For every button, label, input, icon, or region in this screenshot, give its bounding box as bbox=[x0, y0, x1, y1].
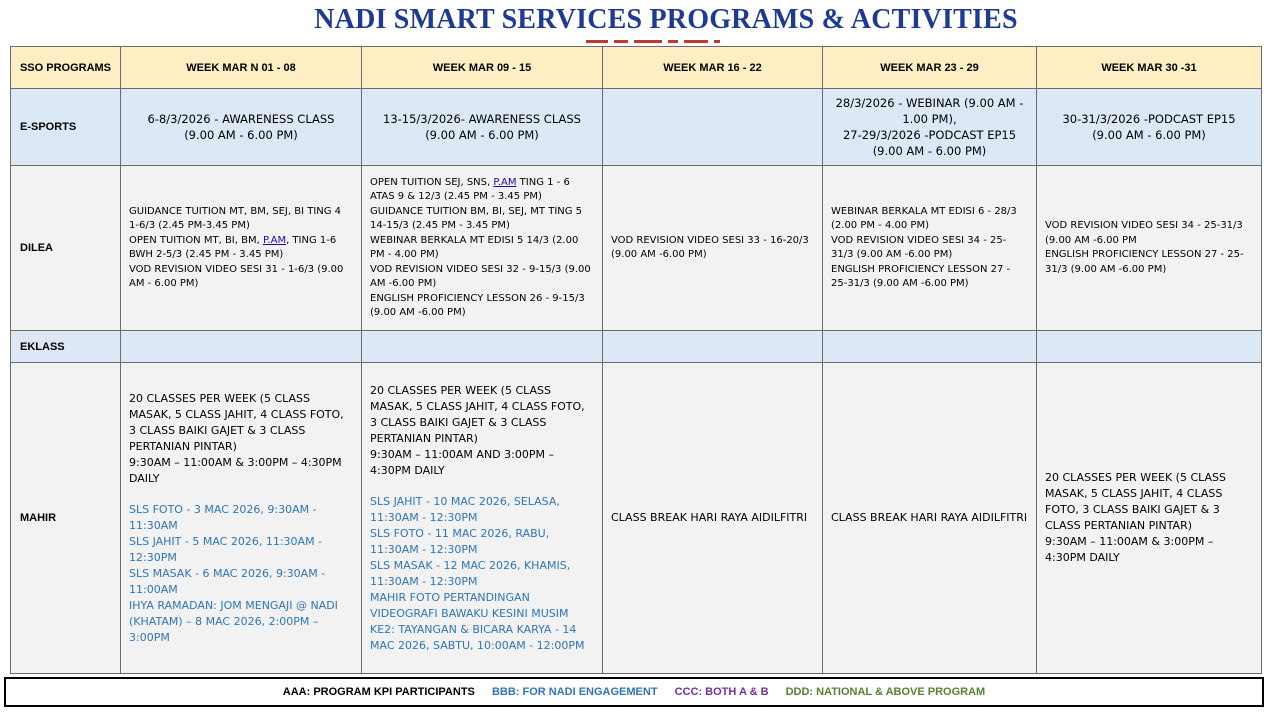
mahir-week-1-item-4: IHYA RAMADAN: JOM MENGAJI @ NADI (KHATAM) – 8 MAC 2026, 2:00PM – 3:00PM bbox=[129, 598, 338, 644]
esports-week-4 bbox=[823, 89, 1037, 166]
mahir-week-1-item-2: SLS JAHIT - 5 MAC 2026, 11:30AM - 12:30PM bbox=[129, 534, 323, 564]
esports-week-5: 30-31/3/2026 -PODCAST EP15 (9.00 AM - 6.00 PM) bbox=[1037, 89, 1262, 166]
dilea-week-4-line-3: ENGLISH PROFICIENCY LESSON 27 - 25-31/3 (9.00 AM -6.00 PM) bbox=[831, 263, 1011, 289]
esports-week-2: 13-15/3/2026- AWARENESS CLASS (9.00 AM - 6.00 PM) bbox=[362, 89, 603, 166]
dilea-week-4-line-2: VOD REVISION VIDEO SESI 34 - 25-31/3 (9.00 AM -6.00 PM) bbox=[831, 234, 1007, 260]
dilea-week-3: VOD REVISION VIDEO SESI 33 - 16-20/3 (9.00 AM -6.00 PM) bbox=[603, 166, 823, 331]
dilea-week-1-line-2-b: , TING 1-6 BWH 2-5/3 (2.45 PM - 3.45 PM) bbox=[129, 234, 337, 260]
eklass-week-2 bbox=[362, 331, 603, 363]
mahir-week-5-summary: 20 CLASSES PER WEEK (5 CLASS MASAK, 5 CLASS JAHIT, 4 CLASS FOTO, 3 CLASS BAIKI GAJET & 3 CLASS PERTANIAN PINTAR) bbox=[1045, 471, 1227, 532]
dilea-week-2-line-5: ENGLISH PROFICIENCY LESSON 26 - 9-15/3 (9.00 AM -6.00 PM) bbox=[370, 292, 585, 318]
page-title: NADI SMART SERVICES PROGRAMS & ACTIVITIES bbox=[314, 4, 1018, 35]
mahir-week-2-time: 9:30AM – 11:00AM AND 3:00PM – 4:30PM DAILY bbox=[370, 447, 554, 477]
mahir-week-2-item-2: SLS FOTO - 11 MAC 2026, RABU, 11:30AM - 12:30PM bbox=[370, 526, 550, 556]
pam-link[interactable]: P.AM bbox=[493, 176, 517, 188]
mahir-week-5 bbox=[1037, 363, 1262, 674]
mahir-week-2-item-4: MAHIR FOTO PERTANDINGAN VIDEOGRAFI BAWAKU KESINI MUSIM KE2: TAYANGAN & BICARA KARYA - 14 MAC 2026, SABTU, 10:00AM - 12:00PM bbox=[370, 590, 585, 652]
dilea-week-5-line-1: VOD REVISION VIDEO SESI 34 - 25-31/3 (9.00 AM -6.00 PM bbox=[1045, 220, 1243, 246]
mahir-week-4: CLASS BREAK HARI RAYA AIDILFITRI bbox=[823, 363, 1037, 674]
legend-ddd: DDD: NATIONAL & ABOVE PROGRAM bbox=[785, 686, 986, 698]
legend-bar bbox=[4, 677, 1264, 707]
eklass-week-4 bbox=[823, 331, 1037, 363]
dilea-week-1-line-1: GUIDANCE TUITION MT, BM, SEJ, BI TING 4 1-6/3 (2.45 PM-3.45 PM) bbox=[129, 205, 342, 231]
eklass-week-3 bbox=[603, 331, 823, 363]
dilea-week-1-line-2 bbox=[129, 234, 353, 263]
esports-week-4-line-2: 27-29/3/2026 -PODCAST EP15 (9.00 AM - 6.00 PM) bbox=[842, 128, 1017, 158]
mahir-week-2-summary: 20 CLASSES PER WEEK (5 CLASS MASAK, 5 CLASS JAHIT, 4 CLASS FOTO, 3 CLASS BAIKI GAJET & 3 CLASS PERTANIAN PINTAR) bbox=[370, 383, 585, 445]
dilea-week-2-line-4: VOD REVISION VIDEO SESI 32 - 9-15/3 (9.00 AM -6.00 PM) bbox=[370, 263, 591, 289]
eklass-week-1 bbox=[121, 331, 362, 363]
row-eklass bbox=[11, 331, 1262, 363]
mahir-week-3: CLASS BREAK HARI RAYA AIDILFITRI bbox=[603, 363, 823, 674]
header-row bbox=[11, 47, 1262, 89]
mahir-week-1 bbox=[121, 363, 362, 674]
eklass-week-5 bbox=[1037, 331, 1262, 363]
dilea-week-5 bbox=[1037, 166, 1262, 331]
mahir-week-2 bbox=[362, 363, 603, 674]
legend-bbb: BBB: FOR NADI ENGAGEMENT bbox=[491, 686, 658, 698]
dilea-week-1 bbox=[121, 166, 362, 331]
header-week-5: WEEK MAR 30 -31 bbox=[1037, 47, 1262, 89]
mahir-week-1-item-3: SLS MASAK - 6 MAC 2026, 9:30AM - 11:00AM bbox=[129, 566, 326, 596]
title-underline-decoration bbox=[586, 40, 746, 45]
program-label-mahir: MAHIR bbox=[11, 363, 121, 674]
header-week-1: WEEK MAR N 01 - 08 bbox=[121, 47, 362, 89]
mahir-week-1-item-1: SLS FOTO - 3 MAC 2026, 9:30AM - 11:30AM bbox=[129, 502, 317, 532]
header-week-2: WEEK MAR 09 - 15 bbox=[362, 47, 603, 89]
mahir-week-2-item-3: SLS MASAK - 12 MAC 2026, KHAMIS, 11:30AM - 12:30PM bbox=[370, 558, 571, 588]
dilea-week-2-line-1-b: TING 1 - 6 ATAS 9 & 12/3 (2.45 PM - 3.45 PM) bbox=[370, 176, 570, 202]
dilea-week-4 bbox=[823, 166, 1037, 331]
mahir-week-5-time: 9:30AM – 11:00AM & 3:00PM – 4:30PM DAILY bbox=[1045, 535, 1214, 564]
dilea-week-2-line-1-a: OPEN TUITION SEJ, SNS, bbox=[370, 176, 494, 188]
dilea-week-2 bbox=[362, 166, 603, 331]
mahir-week-2-item-1: SLS JAHIT - 10 MAC 2026, SELASA, 11:30AM - 12:30PM bbox=[370, 494, 560, 524]
dilea-week-2-line-1 bbox=[370, 176, 594, 205]
dilea-week-4-line-1: WEBINAR BERKALA MT EDISI 6 - 28/3 (2.00 PM - 4.00 PM) bbox=[831, 205, 1017, 231]
dilea-week-5-line-2: ENGLISH PROFICIENCY LESSON 27 - 25-31/3 (9.00 AM -6.00 PM) bbox=[1045, 249, 1244, 275]
dilea-week-1-line-3: VOD REVISION VIDEO SESI 31 - 1-6/3 (9.00 AM - 6.00 PM) bbox=[129, 263, 344, 289]
esports-week-3 bbox=[603, 89, 823, 166]
esports-week-1: 6-8/3/2026 - AWARENESS CLASS (9.00 AM - 6.00 PM) bbox=[121, 89, 362, 166]
mahir-week-1-time: 9:30AM – 11:00AM & 3:00PM – 4:30PM DAILY bbox=[129, 455, 342, 485]
program-label-eklass: EKLASS bbox=[11, 331, 121, 363]
pam-link[interactable]: P.AM bbox=[262, 234, 287, 246]
row-dilea bbox=[11, 166, 1262, 331]
header-week-4: WEEK MAR 23 - 29 bbox=[823, 47, 1037, 89]
header-programs: SSO PROGRAMS bbox=[11, 47, 121, 89]
header-week-3: WEEK MAR 16 - 22 bbox=[603, 47, 823, 89]
dilea-week-2-line-3: WEBINAR BERKALA MT EDISI 5 14/3 (2.00 PM - 4.00 PM) bbox=[370, 234, 579, 260]
dilea-week-1-line-2-a: OPEN TUITION MT, BI, BM, bbox=[129, 234, 263, 246]
dilea-week-2-line-2: GUIDANCE TUITION BM, BI, SEJ, MT TING 5 14-15/3 (2.45 PM - 3.45 PM) bbox=[370, 205, 583, 231]
mahir-week-1-summary: 20 CLASSES PER WEEK (5 CLASS MASAK, 5 CLASS JAHIT, 4 CLASS FOTO, 3 CLASS BAIKI GAJET & 3 CLASS PERTANIAN PINTAR) bbox=[129, 391, 344, 453]
esports-week-4-line-1: 28/3/2026 - WEBINAR (9.00 AM - 1.00 PM), bbox=[835, 96, 1024, 126]
row-mahir bbox=[11, 363, 1262, 674]
schedule-table bbox=[10, 46, 1262, 674]
program-label-dilea: DILEA bbox=[11, 166, 121, 331]
legend-aaa: AAA: PROGRAM KPI PARTICIPANTS bbox=[282, 686, 475, 698]
program-label-esports: E-SPORTS bbox=[11, 89, 121, 166]
legend-ccc: CCC: BOTH A & B bbox=[674, 686, 769, 698]
row-esports bbox=[11, 89, 1262, 166]
